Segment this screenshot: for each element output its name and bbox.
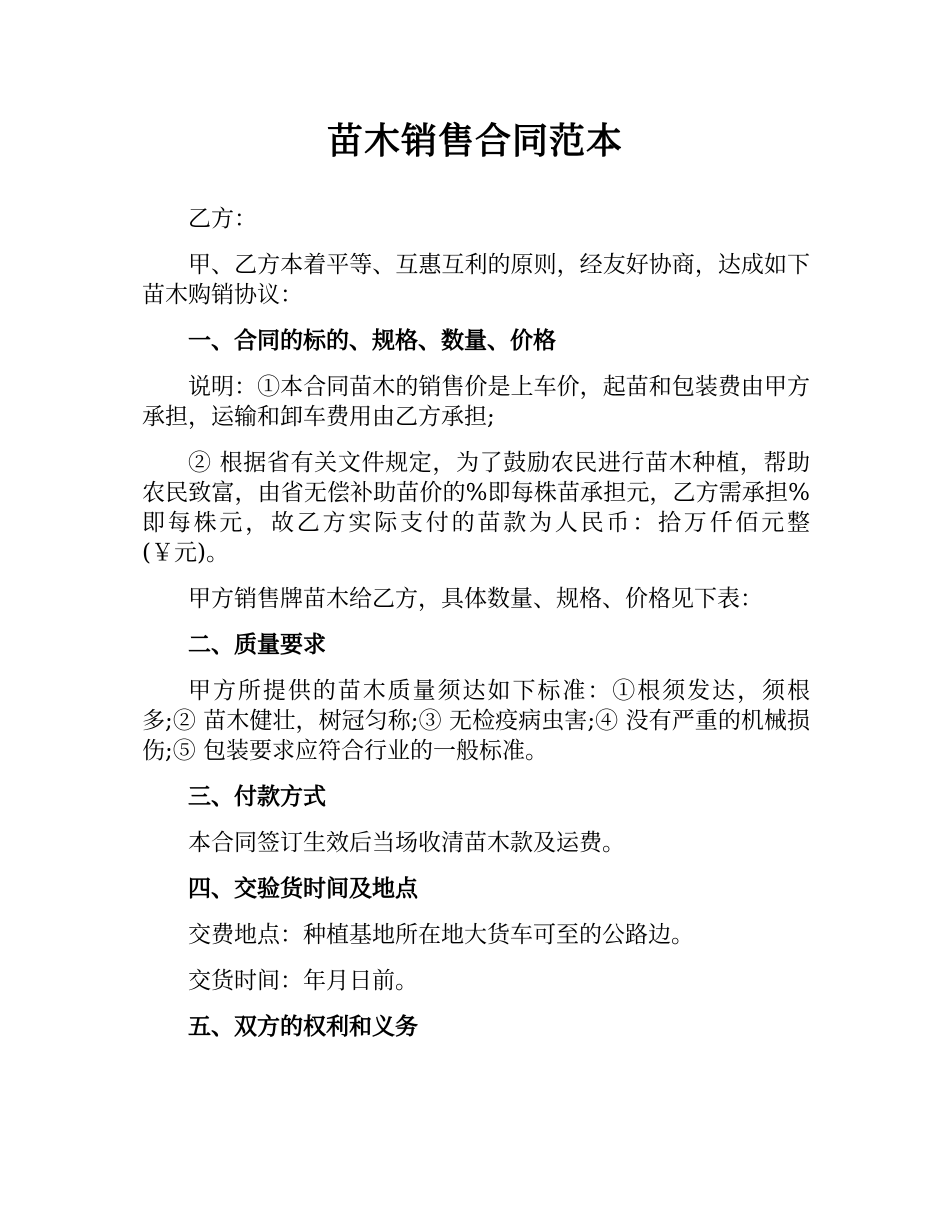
document-title: 苗木销售合同范本 bbox=[326, 121, 623, 162]
section-4-heading: 四、交验货时间及地点 bbox=[188, 876, 418, 902]
section-4-paragraph-2: 交货时间：年月日前。 bbox=[188, 968, 418, 994]
section-1-paragraph-3: 甲方销售牌苗木给乙方，具体数量、规格、价格见下表： bbox=[188, 586, 763, 612]
section-2-heading: 二、质量要求 bbox=[188, 632, 326, 658]
document-body bbox=[142, 204, 810, 1058]
section-3-paragraph-1: 本合同签订生效后当场收清苗木款及运费。 bbox=[188, 830, 625, 856]
section-2-paragraph-1: 甲方所提供的苗木质量须达如下标准：①根须发达，须根多;② 苗木健壮，树冠匀称;③ 无检疫病虫害;④ 没有严重的机械损伤;⑤ 包装要求应符合行业的一般标准。 bbox=[142, 678, 810, 764]
intro-paragraph: 甲、乙方本着平等、互惠互利的原则，经友好协商，达成如下苗木购销协议： bbox=[142, 252, 810, 308]
party-b-line: 乙方： bbox=[188, 206, 257, 232]
section-1-paragraph-2: ② 根据省有关文件规定，为了鼓励农民进行苗木种植，帮助农民致富，由省无偿补助苗价的%即每株苗承担元，乙方需承担%即每株元，故乙方实际支付的苗款为人民币：拾万仟佰元整(￥元)。 bbox=[142, 450, 810, 566]
section-3-heading: 三、付款方式 bbox=[188, 784, 326, 810]
section-5-heading: 五、双方的权利和义务 bbox=[188, 1014, 418, 1040]
section-4-paragraph-1: 交费地点：种植基地所在地大货车可至的公路边。 bbox=[188, 922, 694, 948]
section-1-heading: 一、合同的标的、规格、数量、价格 bbox=[188, 328, 556, 354]
section-1-paragraph-1: 说明：①本合同苗木的销售价是上车价，起苗和包装费由甲方承担，运输和卸车费用由乙方承担; bbox=[142, 374, 810, 430]
